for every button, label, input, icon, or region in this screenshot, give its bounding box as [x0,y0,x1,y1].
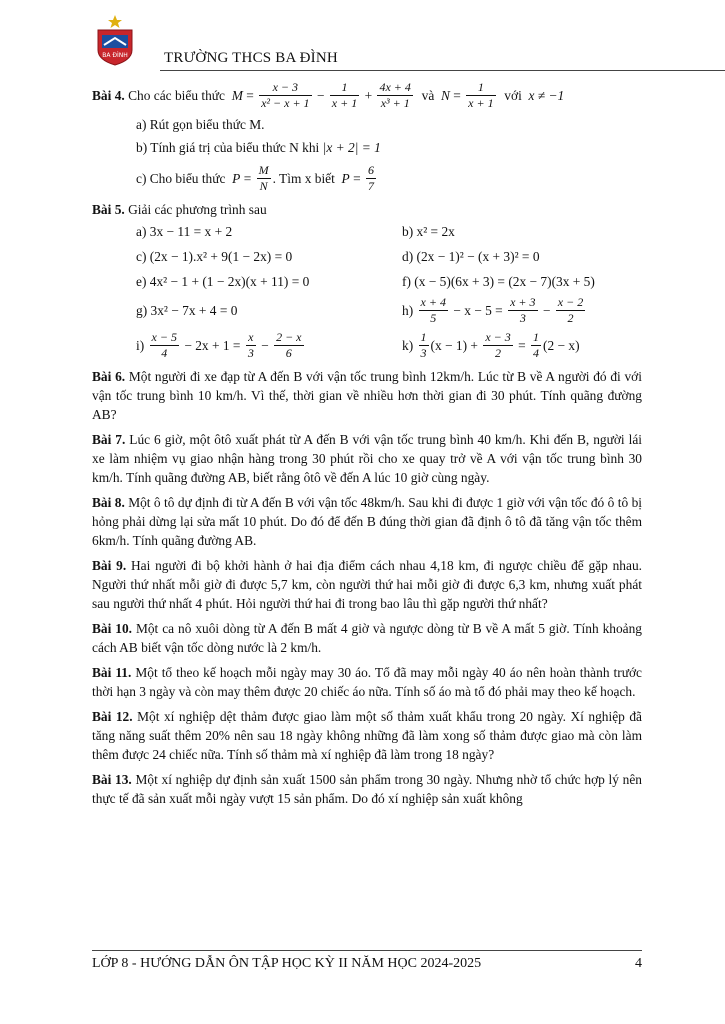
bai4-part-c: c) Cho biểu thức P = $\frac{M}{N}$ . Tìm x biết P = $\frac{6}{7}$ [136,163,374,193]
bai5-h: h) $\frac{x + 4}{5}$ − x − 5 = $\frac{x + 3}{3}$ − $\frac{x - 2}{2}$ [402,295,584,325]
bai7-title: Bài 7. [92,432,126,447]
bai13-statement [92,770,642,808]
bai4-condition: x ≠ −1 [528,88,565,103]
header-divider [160,70,725,71]
bai7-text: Lúc 6 giờ, một ôtô xuất phát từ A đến B với vận tốc trung bình 40 km/h. Khi đến B, người lái xe làm nhiệm vụ giao nhận hàng trong 30 phút rồi cho xe quay trở về A với vận tốc trung bình 30 km/h. Tính quãng đường AB, biết rằng ôtô về đến A lúc 10 giờ cùng ngày. [92,432,642,485]
bai5-g: g) 3x² − 7x + 4 = 0 [136,303,238,318]
bai4-with: với [504,88,522,103]
bai4-part-b-text: b) Tính giá trị của biểu thức N khi [136,140,320,155]
bai4-part-c-text: c) Cho biểu thức [136,171,226,186]
bai6-statement [92,367,642,424]
bai10-title: Bài 10. [92,621,133,636]
bai9-text: Hai người đi bộ khởi hành ở hai địa điểm cách nhau 4,18 km, đi ngược chiều để gặp nhau. Người thứ nhất mỗi giờ đi được 5,7 km, còn người thứ hai mỗi giờ đi được 6,3 km, nhưng xuất phát sau người thứ nhất 4 phút. Hỏi người thứ hai đi trong bao lâu thì gặp người thứ nhất? [92,558,642,611]
bai5-h-label: h) [402,303,414,318]
document-body [92,80,642,808]
bai4-part-b [92,138,642,157]
bai4-title: Bài 4. [92,88,125,103]
bai11-text: Một tổ theo kế hoạch mỗi ngày may 30 áo. Tổ đã may mỗi ngày 40 áo nên hoàn thành trước thời hạn 3 ngày và còn may thêm được 20 chiếc áo nữa. Tính số áo mà tổ đó phải may theo kế hoạch. [92,665,642,699]
bai5-intro: Giải các phương trình sau [128,202,267,217]
bai5-row-1 [92,222,642,241]
bai5-b: b) x² = 2x [402,224,455,239]
bai9-title: Bài 9. [92,558,127,573]
bai5-d: d) (2x − 1)² − (x + 3)² = 0 [402,249,540,264]
footer-divider [92,950,642,951]
bai5-k-label: k) [402,338,414,353]
bai4-and: và [421,88,435,103]
page-number: 4 [635,956,642,971]
bai4-part-b-expr: |x + 2| = 1 [322,140,381,155]
bai9-statement [92,556,642,613]
bai5-i-label: i) [136,338,145,353]
bai5-a: a) 3x − 11 = x + 2 [136,224,233,239]
bai4-part-a: a) Rút gọn biểu thức M. [136,117,265,132]
bai5-row-3 [92,272,642,291]
bai4-statement: Bài 4. Cho các biểu thức M = $\frac{x - 3}{\text{x² − x + 1}}$ − $\frac{1}{x + 1}$ + $\frac{4x + 4}{\text{x³ + 1}}$ và N = $\frac{1}{x + 1}$ với x ≠ −1 [92,80,565,110]
page-footer [92,956,642,972]
bai5-i: i) $\frac{x - 5}{4}$ − 2x + 1 = $\frac{x}{3}$ − $\frac{2 - x}{6}$ [136,330,302,360]
bai8-statement [92,493,642,550]
bai5-e: e) 4x² − 1 + (1 − 2x)(x + 11) = 0 [136,274,310,289]
bai5-f: f) (x − 5)(6x + 3) = (2x − 7)(3x + 5) [402,274,595,289]
school-logo-icon [92,14,138,66]
bai10-statement [92,619,642,657]
bai5-statement [92,200,642,219]
bai4-intro: Cho các biểu thức [128,88,225,103]
bai6-text: Một người đi xe đạp từ A đến B với vận tốc trung bình 12km/h. Lúc từ B về A người đó đi với vận tốc trung bình 10 km/h. Vì thế, thời gian về nhiều hơn thời gian đi 30 phút. Tính quãng đường AB? [92,369,642,422]
school-name: TRƯỜNG THCS BA ĐÌNH [164,50,338,66]
bai5-row-4 [92,295,642,326]
bai5-c: c) (2x − 1).x² + 9(1 − 2x) = 0 [136,249,293,264]
bai5-row-2 [92,247,642,266]
bai5-title: Bài 5. [92,202,125,217]
bai13-text: Một xí nghiệp dự định sản xuất 1500 sản phẩm trong 30 ngày. Nhưng nhờ tổ chức hợp lý nên thực tế đã sản xuất mỗi ngày vượt 15 sản phẩm. Do đó xí nghiệp sản xuất không [92,772,642,806]
bai8-title: Bài 8. [92,495,125,510]
bai11-statement [92,663,642,701]
page-header [92,14,642,74]
bai6-title: Bài 6. [92,369,126,384]
bai4-part-c-mid: . Tìm x biết [272,171,335,186]
logo-text: BA ĐÌNH [102,52,128,59]
bai5-row-5 [92,330,642,361]
bai12-title: Bài 12. [92,709,133,724]
bai8-text: Một ô tô dự định đi từ A đến B với vận tốc 48km/h. Sau khi đi được 1 giờ với vận tốc đó ô tô bị hỏng phải dừng lại sửa mất 10 phút. Do đó để đến B đúng thời gian đã định ô tô đã tăng vận tốc thêm 6km/h. Tính quãng đường AB. [92,495,642,548]
bai5-k: k) $\frac{1}{3}$ (x − 1) + $\frac{x - 3}{2}$ = $\frac{1}{4}$ (2 − x) [402,330,580,360]
footer-text: LỚP 8 - HƯỚNG DẪN ÔN TẬP HỌC KỲ II NĂM HỌC 2024-2025 [92,956,482,971]
bai11-title: Bài 11. [92,665,132,680]
bai7-statement [92,430,642,487]
bai10-text: Một ca nô xuôi dòng từ A đến B mất 4 giờ và ngược dòng từ B về A mất 5 giờ. Tính khoảng cách AB biết vận tốc dòng nước là 2 km/h. [92,621,643,655]
bai13-title: Bài 13. [92,772,132,787]
bai12-statement [92,707,642,764]
bai12-text: Một xí nghiệp dệt thảm được giao làm một số thảm xuất khẩu trong 20 ngày. Xí nghiệp đã tăng năng suất thêm 20% nên sau 18 ngày không những đã làm xong số thảm được giao mà còn làm thêm được 24 chiếc nữa. Tính số thảm mà xí nghiệp đã làm trong 18 ngày? [92,709,642,762]
